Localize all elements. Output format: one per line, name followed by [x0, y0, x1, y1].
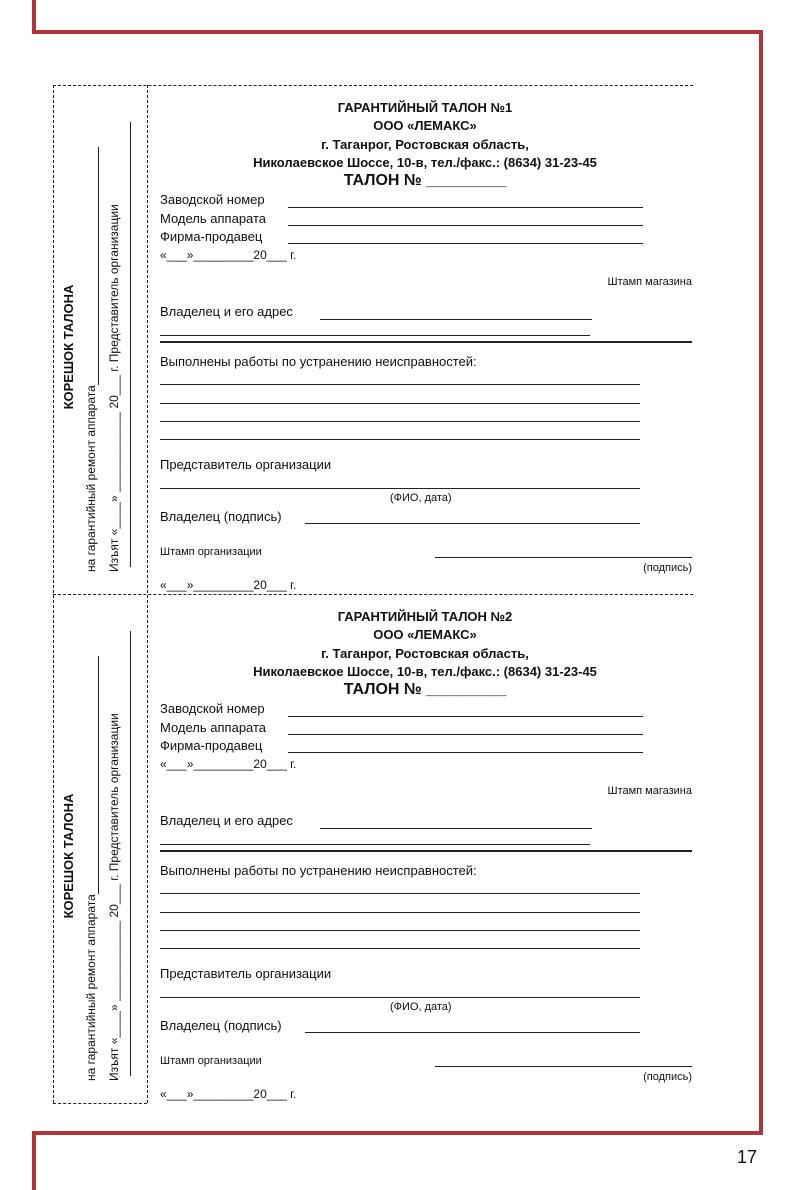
section-divider	[160, 341, 692, 343]
sale-date: «___»_________20___ г.	[160, 757, 297, 771]
fio-caption: (ФИО, дата)	[390, 1001, 452, 1013]
city: г. Таганрог, Ростовская область,	[321, 646, 529, 661]
repair-date: «___»_________20___ г.	[160, 1087, 297, 1101]
stub-title: КОРЕШОК ТАЛОНА	[61, 793, 76, 919]
owner-sign-label: Владелец (подпись)	[160, 509, 282, 524]
owner-sign-field[interactable]	[305, 523, 640, 524]
works-field[interactable]	[160, 421, 640, 422]
stub-line1: на гарантийный ремонт аппарата	[84, 385, 98, 572]
shop-stamp-label: Штамп магазина	[607, 785, 692, 797]
seller-field[interactable]	[288, 752, 643, 753]
model-label: Модель аппарата	[160, 211, 267, 226]
stub-sign-line	[130, 631, 131, 1076]
city: г. Таганрог, Ростовская область,	[321, 137, 529, 152]
model-field[interactable]	[288, 225, 643, 226]
frame-line	[32, 1131, 763, 1135]
works-field[interactable]	[160, 948, 640, 949]
frame-line	[32, 1131, 36, 1190]
org-stamp-label: Штамп организации	[160, 546, 262, 558]
owner-label: Владелец и его адрес	[160, 304, 293, 319]
owner-label: Владелец и его адрес	[160, 813, 293, 828]
coupon-stub	[53, 97, 147, 597]
coupon-title: ГАРАНТИЙНЫЙ ТАЛОН №1	[337, 100, 513, 115]
stub-line1-blank	[98, 656, 99, 894]
fio-caption: (ФИО, дата)	[390, 492, 452, 504]
org-stamp-label: Штамп организации	[160, 1055, 262, 1067]
page-number: 17	[737, 1147, 758, 1167]
sale-date: «___»_________20___ г.	[160, 248, 297, 262]
stub-line2: Изъят «____» ____________ 20___ г. Представитель организации	[107, 204, 121, 572]
company: ООО «ЛЕМАКС»	[373, 627, 477, 642]
signature-caption: (подпись)	[643, 1071, 692, 1083]
works-field[interactable]	[160, 384, 640, 385]
signature-field[interactable]	[435, 557, 692, 558]
seller-label: Фирма-продавец	[160, 229, 263, 244]
section-divider	[160, 850, 692, 852]
owner-field[interactable]	[320, 319, 592, 320]
frame-line	[32, 0, 36, 33]
stub-line2: Изъят «____» ____________ 20___ г. Представитель организации	[107, 713, 121, 1081]
serial-label: Заводской номер	[160, 192, 265, 207]
works-label: Выполнены работы по устранению неисправностей:	[160, 863, 477, 878]
coupon-title: ГАРАНТИЙНЫЙ ТАЛОН №2	[337, 609, 513, 624]
stub-sign-line	[130, 122, 131, 567]
rep-label: Представитель организации	[160, 457, 332, 472]
works-field[interactable]	[160, 930, 640, 931]
coupon-stub	[53, 606, 147, 1106]
owner-field[interactable]	[320, 828, 592, 829]
talon-number: ТАЛОН № _________	[343, 681, 507, 698]
stub-line1-blank	[98, 147, 99, 385]
works-field[interactable]	[160, 403, 640, 404]
address: Николаевское Шоссе, 10-в, тел./факс.: (8634) 31-23-45	[253, 155, 597, 170]
frame-line	[32, 30, 763, 34]
serial-field[interactable]	[288, 207, 643, 208]
serial-label: Заводской номер	[160, 701, 265, 716]
company: ООО «ЛЕМАКС»	[373, 118, 477, 133]
rep-label: Представитель организации	[160, 966, 332, 981]
owner-field-2[interactable]	[160, 335, 590, 336]
warranty-coupon	[0, 92, 792, 602]
works-field[interactable]	[160, 439, 640, 440]
owner-field-2[interactable]	[160, 844, 590, 845]
seller-field[interactable]	[288, 243, 643, 244]
works-field[interactable]	[160, 912, 640, 913]
cut-line	[53, 85, 693, 86]
model-label: Модель аппарата	[160, 720, 267, 735]
talon-number: ТАЛОН № _________	[343, 172, 507, 189]
shop-stamp-label: Штамп магазина	[607, 276, 692, 288]
serial-field[interactable]	[288, 716, 643, 717]
seller-label: Фирма-продавец	[160, 738, 263, 753]
works-field[interactable]	[160, 893, 640, 894]
stub-title: КОРЕШОК ТАЛОНА	[61, 284, 76, 410]
rep-field[interactable]	[160, 488, 640, 489]
rep-field[interactable]	[160, 997, 640, 998]
signature-caption: (подпись)	[643, 562, 692, 574]
stub-line1: на гарантийный ремонт аппарата	[84, 894, 98, 1081]
repair-date: «___»_________20___ г.	[160, 578, 297, 592]
warranty-coupon	[0, 601, 792, 1111]
works-label: Выполнены работы по устранению неисправностей:	[160, 354, 477, 369]
address: Николаевское Шоссе, 10-в, тел./факс.: (8634) 31-23-45	[253, 664, 597, 679]
owner-sign-label: Владелец (подпись)	[160, 1018, 282, 1033]
model-field[interactable]	[288, 734, 643, 735]
owner-sign-field[interactable]	[305, 1032, 640, 1033]
signature-field[interactable]	[435, 1066, 692, 1067]
